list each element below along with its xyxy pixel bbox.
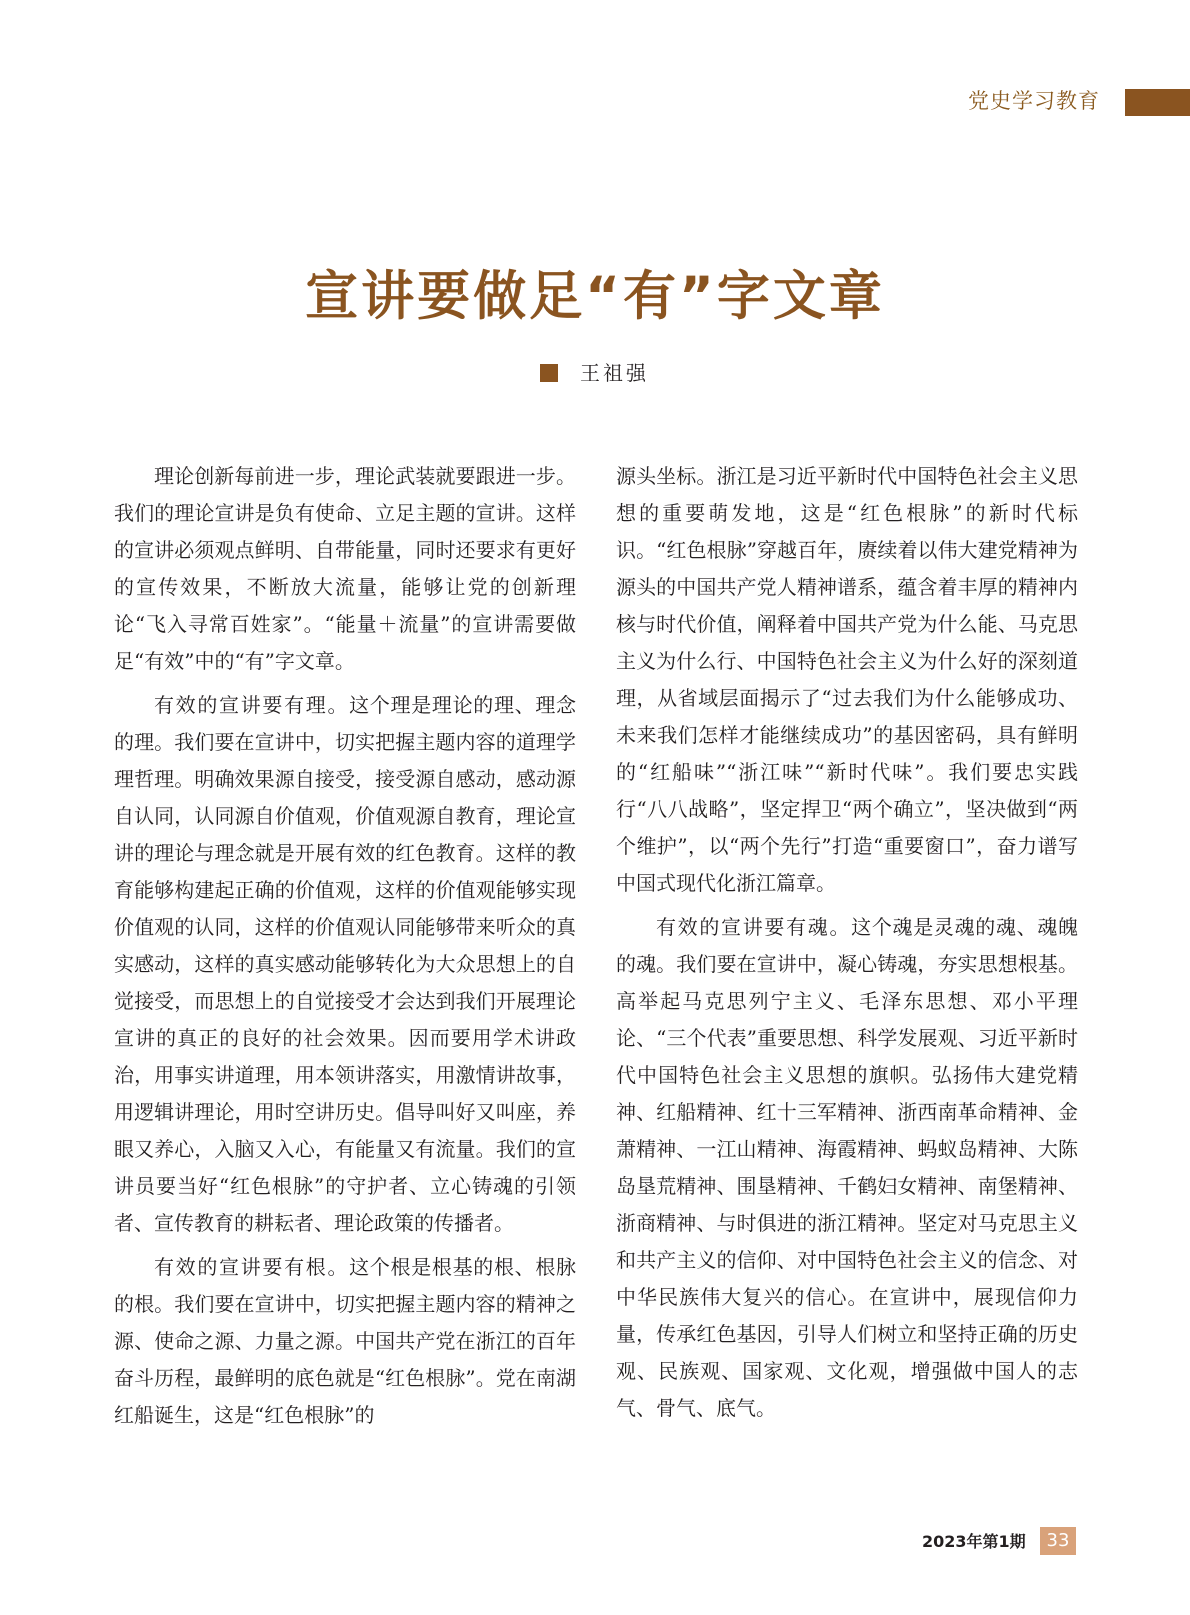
section-color-bar xyxy=(1125,89,1190,116)
right-column xyxy=(616,458,1078,1427)
issue-label: 2023年第1期 xyxy=(922,1532,1026,1551)
article-title: 宣讲要做足“有”字文章 xyxy=(305,266,885,327)
left-column xyxy=(114,458,576,1434)
author-marker-square xyxy=(540,364,558,382)
paragraph-body: 这个魂是灵魂的魂、魂魄的魂。我们要在宣讲中，凝心铸魂，夯实思想根基。高举起马克思列宁主义、毛泽东思想、邓小平理论、“三个代表”重要思想、科学发展观、习近平新时代中国特色社会主义思想的旗帜。弘扬伟大建党精神、红船精神、红十三军精神、浙西南革命精神、金萧精神、一江山精神、海霞精神、蚂蚁岛精神、大陈岛垦荒精神、围垦精神、千鹤妇女精神、南堡精神、浙商精神、与时俱进的浙江精神。坚定对马克思主义和共产主义的信仰、对中国特色社会主义的信念、对中华民族伟大复兴的信心。在宣讲中，展现信仰力量，传承红色基因，引导人们树立和坚持正确的历史观、民族观、国家观、文化观，增强做中国人的志气、骨气、底气。 xyxy=(616,915,1079,1420)
paragraph-soul xyxy=(616,909,1078,1427)
paragraph-root xyxy=(114,1249,576,1434)
page-number: 33 xyxy=(1040,1527,1076,1555)
author-name: 王祖强 xyxy=(580,361,649,385)
paragraph-lead: 有效的宣讲要有理。 xyxy=(154,693,350,717)
paragraph-intro: 理论创新每前进一步，理论武装就要跟进一步。我们的理论宣讲是负有使命、立足主题的宣讲。这样的宣讲必须观点鲜明、自带能量，同时还要求有更好的宣传效果，不断放大流量，能够让党的创新理论“飞入寻常百姓家”。“能量＋流量”的宣讲需要做足“有效”中的“有”字文章。 xyxy=(114,464,576,673)
paragraph-root-continued: 源头坐标。浙江是习近平新时代中国特色社会主义思想的重要萌发地，这是“红色根脉”的新时代标识。“红色根脉”穿越百年，赓续着以伟大建党精神为源头的中国共产党人精神谱系，蕴含着丰厚的精神内核与时代价值，阐释着中国共产党为什么能、马克思主义为什么行、中国特色社会主义为什么好的深刻道理，从省域层面揭示了“过去我们为什么能够成功、未来我们怎样才能继续成功”的基因密码，具有鲜明的“红船味”“浙江味”“新时代味”。我们要忠实践行“八八战略”，坚定捍卫“两个确立”，坚决做到“两个维护”，以“两个先行”打造“重要窗口”，奋力谱写中国式现代化浙江篇章。 xyxy=(616,464,1078,895)
paragraph-lead: 有效的宣讲要有根。 xyxy=(154,1255,350,1279)
section-label: 党史学习教育 xyxy=(968,89,1100,113)
paragraph-reason xyxy=(114,687,576,1242)
paragraph-body: 这个理是理论的理、理念的理。我们要在宣讲中，切实把握主题内容的道理学理哲理。明确效果源自接受，接受源自感动，感动源自认同，认同源自价值观，价值观源自教育，理论宣讲的理论与理念就是开展有效的红色教育。这样的教育能够构建起正确的价值观，这样的价值观能够实现价值观的认同，这样的价值观认同能够带来听众的真实感动，这样的真实感动能够转化为大众思想上的自觉接受，而思想上的自觉接受才会达到我们开展理论宣讲的真正的良好的社会效果。因而要用学术讲政治，用事实讲道理，用本领讲落实，用激情讲故事，用逻辑讲理论，用时空讲历史。倡导叫好又叫座，养眼又养心，入脑又入心，有能量又有流量。我们的宣讲员要当好“红色根脉”的守护者、立心铸魂的引领者、宣传教育的耕耘者、理论政策的传播者。 xyxy=(114,693,577,1235)
paragraph-lead: 有效的宣讲要有魂。 xyxy=(656,915,852,939)
paragraph-body: 这个根是根基的根、根脉的根。我们要在宣讲中，切实把握主题内容的精神之源、使命之源、力量之源。中国共产党在浙江的百年奋斗历程，最鲜明的底色就是“红色根脉”。党在南湖红船诞生，这是“红色根脉”的 xyxy=(114,1255,577,1427)
